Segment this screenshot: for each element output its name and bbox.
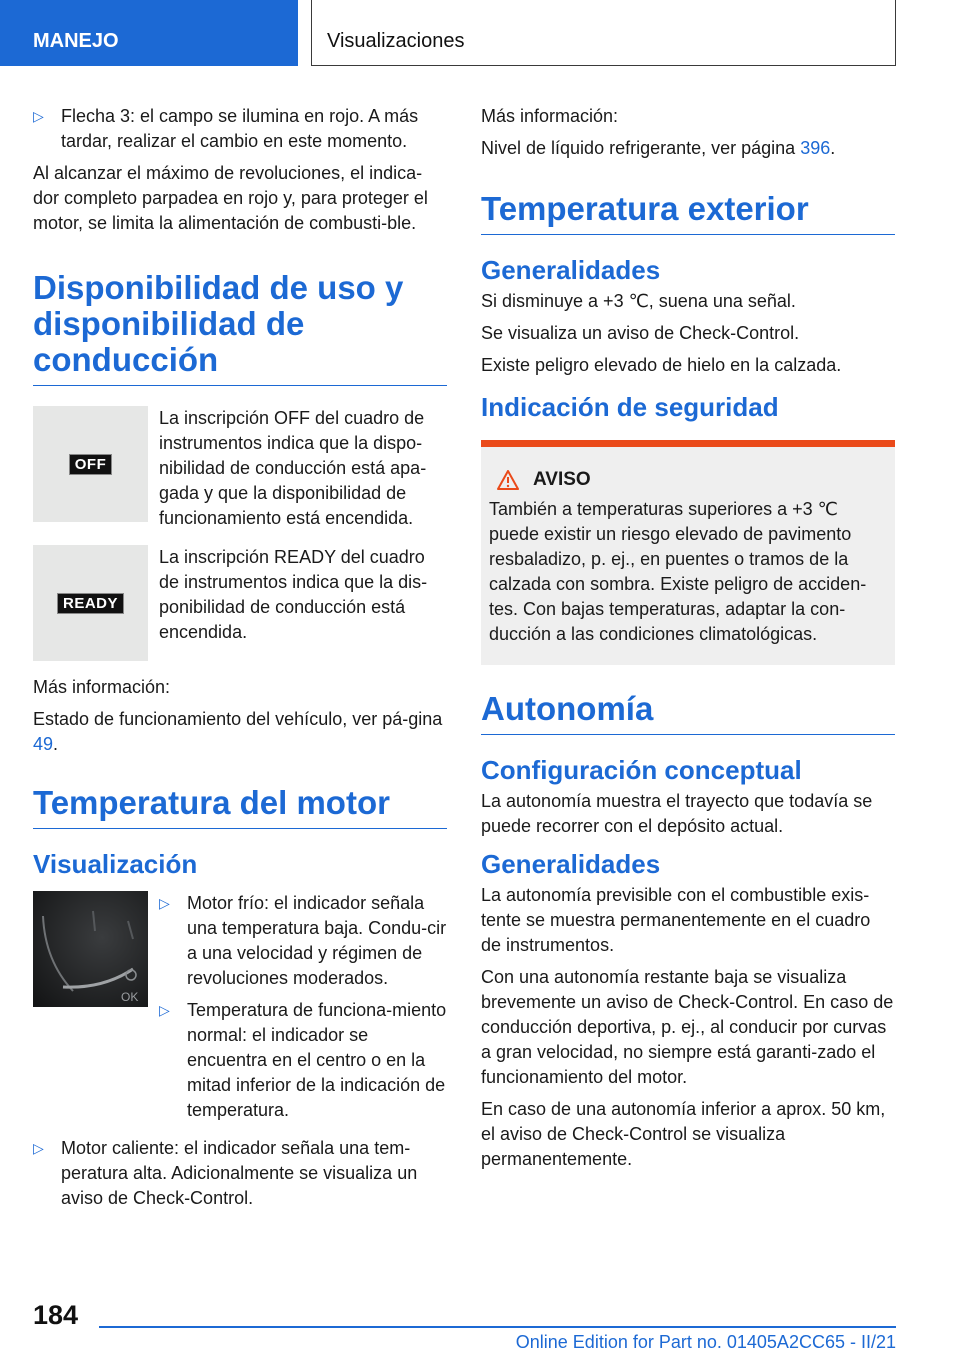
- footer-edition: Online Edition for Part no. 01405A2CC65 - II/21: [99, 1326, 896, 1355]
- gauge-bullets: [159, 891, 447, 1130]
- paragraph: Se visualiza un aviso de Check-Control.: [481, 323, 800, 343]
- list-item: ▷ Motor frío: el indicador señala una temperatura baja. Condu-cir a una velocidad y régimen de revoluciones moderados.: [159, 893, 447, 988]
- coolant-reference: Nivel de líquido refrigerante, ver página 396.: [481, 138, 836, 158]
- paragraph: En caso de una autonomía inferior a aprox. 50 km, el aviso de Check-Control se visualiza permanentemente.: [481, 1099, 886, 1169]
- ready-indicator-image: [33, 545, 148, 661]
- more-info-label: Más información:: [481, 106, 619, 126]
- temperature-gauge-image: [33, 891, 148, 1007]
- subheading-safety: Indicación de seguridad: [481, 392, 779, 422]
- warning-box: [481, 440, 895, 665]
- paragraph: Con una autonomía restante baja se visualiza brevemente un aviso de Check-Control. En caso de conducción deportiva, p. ej., al conducir por curvas a gran velocidad, no siempre está garanti-zado el funcionamiento del motor.: [481, 967, 894, 1087]
- ready-indicator-row: [33, 545, 447, 661]
- subheading-general-2: Generalidades: [481, 849, 661, 879]
- warning-title: AVISO: [533, 469, 591, 490]
- off-indicator-row: [33, 406, 447, 531]
- gauge-ok-label: OK: [121, 990, 139, 1004]
- page-link[interactable]: 396: [800, 138, 831, 158]
- off-indicator-image: [33, 406, 148, 522]
- page-number: 184: [33, 1300, 79, 1330]
- paragraph: La autonomía previsible con el combustible exis-tente se muestra permanentemente en el cuadro de instrumentos.: [481, 885, 871, 955]
- subheading-display: Visualización: [33, 849, 198, 879]
- off-lamp: OFF: [69, 454, 113, 475]
- ready-lamp: READY: [57, 593, 124, 614]
- triangle-right-icon: ▷: [33, 108, 44, 124]
- paragraph: Si disminuye a +3 ℃, suena una señal.: [481, 291, 796, 311]
- off-description: La inscripción OFF del cuadro de instrumentos indica que la dispo-nibilidad de conducción está apa-gada y que la disponibilidad de funcionamiento está encendida.: [159, 408, 427, 528]
- section-tab: MANEJO: [0, 0, 298, 66]
- state-reference: Estado de funcionamiento del vehículo, ver pá-gina 49.: [33, 709, 443, 754]
- list-item: ▷ Motor caliente: el indicador señala una tem-peratura alta. Adicionalmente se visualiza un aviso de Check-Control.: [33, 1138, 418, 1208]
- subheading-general: Generalidades: [481, 255, 661, 285]
- subheading-concept: Configuración conceptual: [481, 755, 802, 785]
- heading-range: Autonomía: [481, 691, 895, 735]
- warning-triangle-icon: [497, 470, 519, 490]
- more-info-label: Más información:: [33, 677, 171, 697]
- ready-description: La inscripción READY del cuadro de instrumentos indica que la dis-ponibilidad de conducción está encendida.: [159, 547, 428, 642]
- list-item: ▷ Temperatura de funciona-miento normal: el indicador se encuentra en el centro o en la mitad inferior de la indicación de temperatura.: [159, 1000, 447, 1120]
- heading-engine-temperature: Temperatura del motor: [33, 785, 447, 829]
- warning-text: También a temperaturas superiores a +3 ℃ puede existir un riesgo elevado de pavimento resbaladizo, p. ej., en puentes o tramos de la calzada con sombra. Existe peligro de acciden-tes. Con bajas temperaturas, adaptar la con-ducción a las condiciones climatológicas.: [489, 499, 867, 644]
- paragraph: Al alcanzar el máximo de revoluciones, el indica-dor completo parpadea en rojo y, para proteger el motor, se limita la alimentación de combusti-ble.: [33, 163, 428, 233]
- list-item: ▷ Flecha 3: el campo se ilumina en rojo. A más tardar, realizar el cambio en este momento.: [33, 106, 419, 151]
- heading-outside-temperature: Temperatura exterior: [481, 191, 895, 235]
- paragraph: Existe peligro elevado de hielo en la calzada.: [481, 355, 842, 375]
- triangle-right-icon: ▷: [159, 895, 170, 911]
- paragraph: La autonomía muestra el trayecto que todavía se puede recorrer con el depósito actual.: [481, 791, 873, 836]
- page-title: Visualizaciones: [311, 0, 896, 66]
- triangle-right-icon: ▷: [33, 1140, 44, 1156]
- gauge-row: [33, 891, 447, 1130]
- heading-availability: Disponibilidad de uso y disponibilidad de conducción: [33, 270, 447, 386]
- triangle-right-icon: ▷: [159, 1002, 170, 1018]
- left-column: [33, 104, 447, 1218]
- page-link[interactable]: 49: [33, 734, 54, 754]
- right-column: [481, 104, 895, 1179]
- page-header: [0, 0, 960, 66]
